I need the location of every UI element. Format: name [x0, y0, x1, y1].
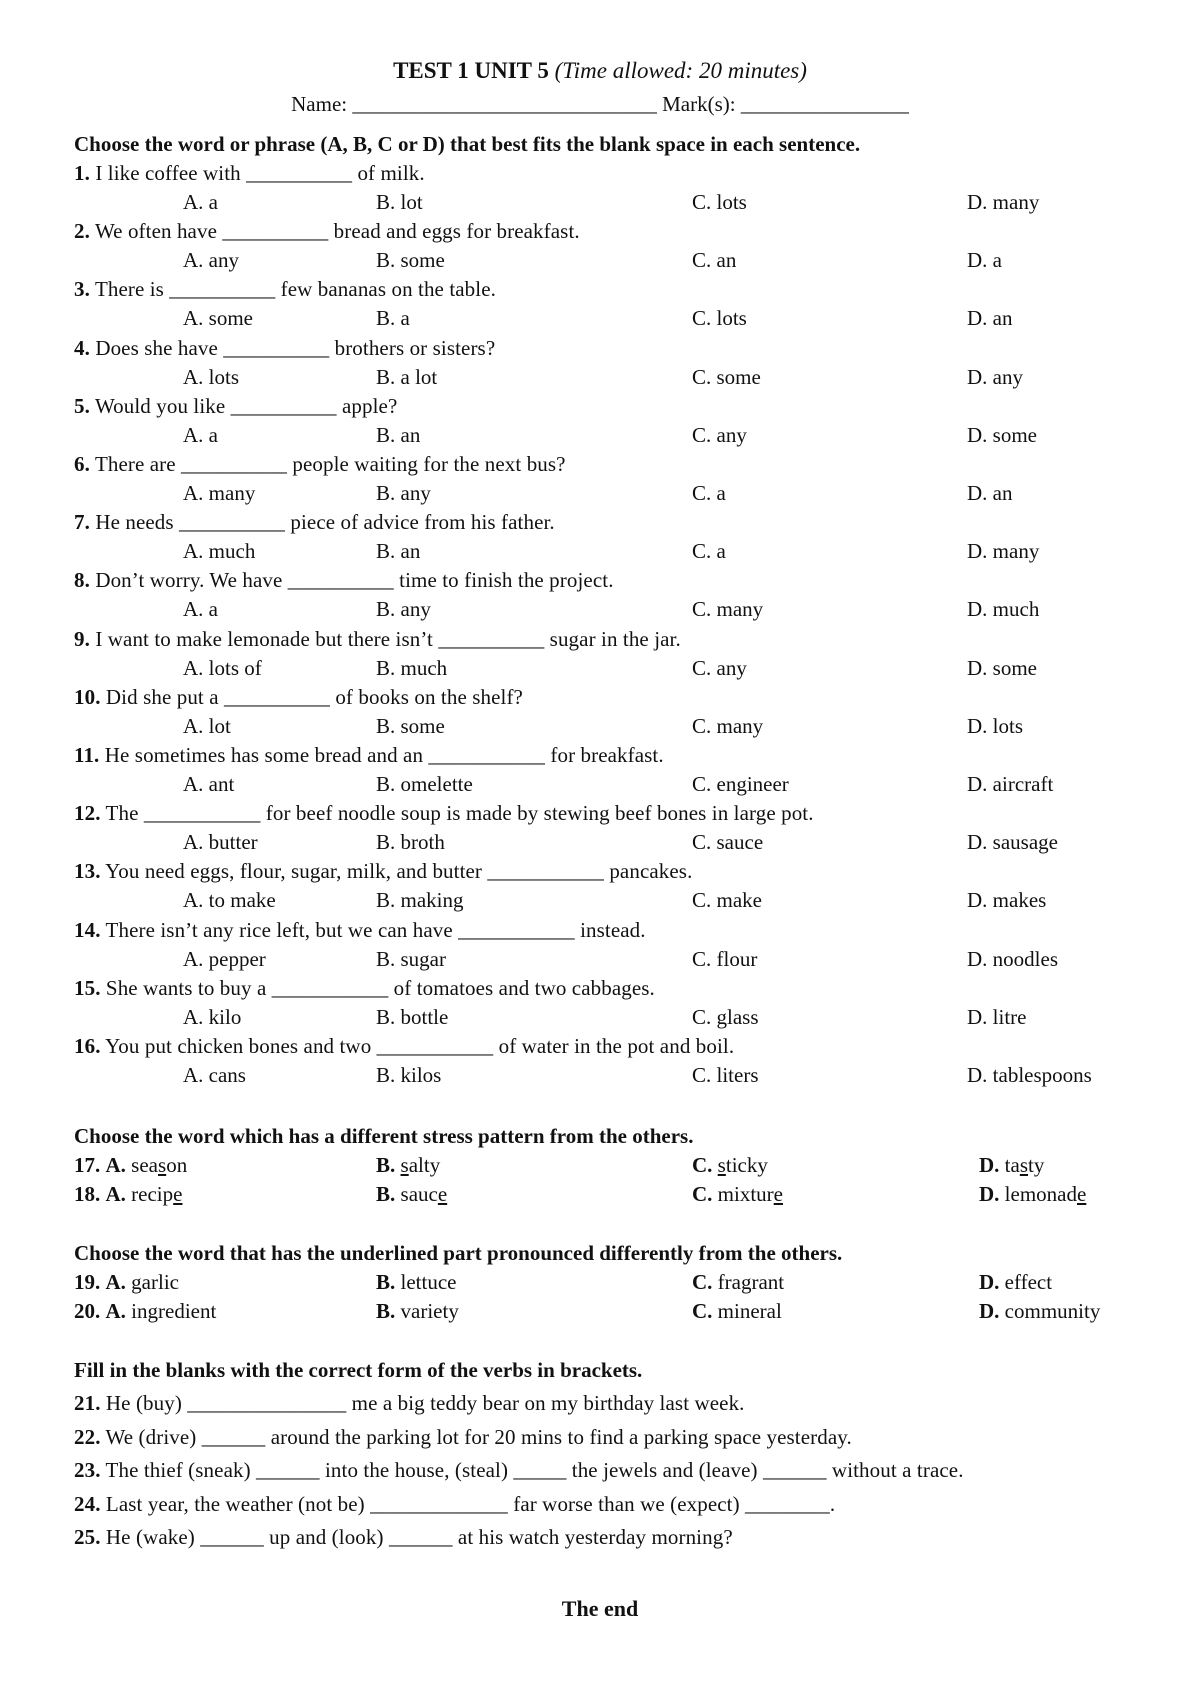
q19-b-text: lettuce — [400, 1270, 457, 1294]
question-text: The ___________ for beef noodle soup is made by stewing beef bones in large pot. — [105, 801, 814, 825]
question-number: 6. — [74, 452, 90, 476]
option-a: A. butter — [183, 830, 258, 854]
q20-b-label: B. — [376, 1299, 396, 1323]
q17-b-label: B. — [376, 1153, 396, 1177]
option-b: B. broth — [376, 830, 445, 854]
question-number: 4. — [74, 336, 90, 360]
q18-a-underlined: e — [173, 1182, 183, 1206]
question-stem — [74, 219, 580, 244]
fill-blank-question — [74, 1391, 745, 1416]
q18-d-underlined: e — [1076, 1182, 1087, 1206]
option-a: A. ant — [183, 772, 235, 796]
option-c: C. lots — [692, 190, 747, 214]
option-b: B. an — [376, 539, 421, 563]
name-mark-line — [0, 92, 1200, 117]
option-b: B. bottle — [376, 1005, 449, 1029]
question-stem — [74, 568, 614, 593]
q17-option-c — [692, 1153, 768, 1178]
option-a: A. to make — [183, 888, 276, 912]
option-c: C. an — [692, 248, 737, 272]
mark-label: Mark(s): — [662, 92, 736, 116]
option-c: C. any — [692, 423, 747, 447]
question-number: 22. — [74, 1425, 101, 1449]
question-stem — [74, 627, 681, 652]
question-text: I want to make lemonade but there isn’t __________ sugar in the jar. — [95, 627, 681, 651]
option-a: A. lots of — [183, 656, 262, 680]
q19-d-label: D. — [979, 1270, 1000, 1294]
option-c: C. any — [692, 656, 747, 680]
q19-option-a — [74, 1270, 179, 1295]
option-d: D. many — [967, 190, 1040, 214]
question-text: Last year, the weather (not be) _____________ far worse than we (expect) ________. — [105, 1492, 836, 1516]
question-stem — [74, 510, 555, 535]
q19-c-label: C. — [692, 1270, 713, 1294]
q20-option-d — [979, 1299, 1100, 1324]
option-d: D. aircraft — [967, 772, 1054, 796]
q17-option-b — [376, 1153, 440, 1178]
q18-b-label: B. — [376, 1182, 396, 1206]
question-text: Would you like __________ apple? — [94, 394, 398, 418]
option-a: A. a — [183, 190, 218, 214]
question-number: 25. — [74, 1525, 101, 1549]
name-blank: _____________________________ — [352, 92, 657, 116]
question-number: 10. — [74, 685, 101, 709]
question-stem — [74, 801, 814, 826]
q19-a-text: garlic — [131, 1270, 179, 1294]
option-d: D. lots — [967, 714, 1024, 738]
q17-option-a — [74, 1153, 187, 1178]
option-c: C. many — [692, 597, 764, 621]
q18-d-text: lemonad — [1004, 1182, 1077, 1206]
option-a: A. pepper — [183, 947, 266, 971]
q19-option-d — [979, 1270, 1052, 1295]
question-text: He sometimes has some bread and an ___________ for breakfast. — [104, 743, 664, 767]
question-text: The thief (sneak) ______ into the house, (steal) _____ the jewels and (leave) ______ without a trace. — [105, 1458, 964, 1482]
question-stem — [74, 452, 566, 477]
q19-c-text: fragrant — [717, 1270, 785, 1294]
q20-option-c — [692, 1299, 782, 1324]
option-b: B. kilos — [376, 1063, 442, 1087]
option-a: A. lot — [183, 714, 231, 738]
option-c: C. a — [692, 539, 726, 563]
option-b: B. any — [376, 597, 431, 621]
option-d: D. much — [967, 597, 1040, 621]
q17-option-d — [979, 1153, 1044, 1178]
option-d: D. many — [967, 539, 1040, 563]
question-text: He (buy) _______________ me a big teddy bear on my birthday last week. — [105, 1391, 745, 1415]
q18-a-label: A. — [105, 1182, 126, 1206]
q17-d-label: D. — [979, 1153, 1000, 1177]
question-stem — [74, 336, 495, 361]
q18-a-text: recip — [131, 1182, 174, 1206]
question-text: You put chicken bones and two ___________ of water in the pot and boil. — [105, 1034, 735, 1058]
option-c: C. some — [692, 365, 761, 389]
option-a: A. lots — [183, 365, 240, 389]
option-b: B. a lot — [376, 365, 438, 389]
question-number: 11. — [74, 743, 100, 767]
question-text: You need eggs, flour, sugar, milk, and butter ___________ pancakes. — [105, 859, 693, 883]
q17-a-rest: on — [166, 1153, 188, 1177]
question-number: 21. — [74, 1391, 101, 1415]
q17-number: 17. — [74, 1153, 101, 1177]
q20-option-a — [74, 1299, 216, 1324]
question-number: 16. — [74, 1034, 101, 1058]
q18-option-a — [74, 1182, 182, 1207]
name-label: Name: — [291, 92, 348, 116]
question-number: 12. — [74, 801, 101, 825]
time-allowed: (Time allowed: 20 minutes) — [554, 58, 807, 83]
q19-option-b — [376, 1270, 456, 1295]
option-b: B. making — [376, 888, 464, 912]
question-text: Don’t worry. We have __________ time to finish the project. — [95, 568, 614, 592]
q18-c-underlined: e — [773, 1182, 783, 1206]
option-d: D. an — [967, 481, 1013, 505]
question-number: 9. — [74, 627, 90, 651]
q20-a-label: A. — [105, 1299, 126, 1323]
q17-c-underlined: s — [717, 1153, 726, 1177]
question-stem — [74, 859, 692, 884]
question-stem — [74, 394, 397, 419]
question-stem — [74, 976, 655, 1001]
question-text: He needs __________ piece of advice from his father. — [95, 510, 555, 534]
option-d: D. sausage — [967, 830, 1058, 854]
question-text: I like coffee with __________ of milk. — [95, 161, 425, 185]
question-number: 7. — [74, 510, 90, 534]
q17-a-underlined: s — [158, 1153, 167, 1177]
q17-a-text: sea — [131, 1153, 158, 1177]
q20-d-label: D. — [979, 1299, 1000, 1323]
option-b: B. some — [376, 714, 445, 738]
fill-blank-question — [74, 1425, 852, 1450]
option-c: C. glass — [692, 1005, 759, 1029]
question-stem — [74, 161, 425, 186]
question-text: Does she have __________ brothers or sisters? — [95, 336, 496, 360]
q18-d-label: D. — [979, 1182, 1000, 1206]
question-number: 1. — [74, 161, 90, 185]
q19-b-label: B. — [376, 1270, 396, 1294]
q17-c-label: C. — [692, 1153, 713, 1177]
q20-c-label: C. — [692, 1299, 713, 1323]
option-b: B. some — [376, 248, 445, 272]
option-a: A. some — [183, 306, 253, 330]
question-text: There is __________ few bananas on the table. — [94, 277, 496, 301]
option-d: D. any — [967, 365, 1023, 389]
q19-d-text: effect — [1004, 1270, 1053, 1294]
option-d: D. noodles — [967, 947, 1058, 971]
option-b: B. lot — [376, 190, 423, 214]
question-text: He (wake) ______ up and (look) ______ at his watch yesterday morning? — [105, 1525, 733, 1549]
question-number: 13. — [74, 859, 101, 883]
section4-instruction: Fill in the blanks with the correct form of the verbs in brackets. — [74, 1358, 643, 1382]
question-stem — [74, 1034, 734, 1059]
option-a: A. much — [183, 539, 256, 563]
q18-b-text: sauc — [400, 1182, 438, 1206]
question-text: There are __________ people waiting for the next bus? — [94, 452, 566, 476]
option-c: C. make — [692, 888, 762, 912]
q18-c-label: C. — [692, 1182, 713, 1206]
q17-b-underlined: s — [400, 1153, 409, 1177]
question-number: 23. — [74, 1458, 101, 1482]
option-c: C. a — [692, 481, 726, 505]
question-number: 3. — [74, 277, 90, 301]
option-c: C. engineer — [692, 772, 789, 796]
q20-option-b — [376, 1299, 459, 1324]
q19-a-label: A. — [105, 1270, 126, 1294]
q17-b-rest: alty — [408, 1153, 441, 1177]
option-b: B. any — [376, 481, 431, 505]
q17-d-text: ta — [1004, 1153, 1020, 1177]
option-b: B. an — [376, 423, 421, 447]
option-b: B. much — [376, 656, 448, 680]
question-text: We often have __________ bread and eggs for breakfast. — [94, 219, 580, 243]
option-c: C. sauce — [692, 830, 764, 854]
option-c: C. flour — [692, 947, 758, 971]
mark-blank: ________________ — [740, 92, 909, 116]
question-text: She wants to buy a ___________ of tomatoes and two cabbages. — [105, 976, 655, 1000]
q20-c-text: mineral — [717, 1299, 782, 1323]
option-d: D. an — [967, 306, 1013, 330]
option-a: A. kilo — [183, 1005, 242, 1029]
q19-option-c — [692, 1270, 784, 1295]
option-a: A. cans — [183, 1063, 246, 1087]
option-a: A. many — [183, 481, 256, 505]
q20-number: 20. — [74, 1299, 101, 1323]
fill-blank-question — [74, 1492, 835, 1517]
test-title: TEST 1 UNIT 5 — [393, 58, 549, 83]
option-a: A. a — [183, 423, 218, 447]
end-label: The end — [561, 1596, 639, 1621]
q17-c-rest: ticky — [725, 1153, 768, 1177]
option-c: C. many — [692, 714, 764, 738]
section1-instruction: Choose the word or phrase (A, B, C or D) that best fits the blank space in each sentence. — [74, 132, 861, 156]
section3-instruction: Choose the word that has the underlined part pronounced differently from the others. — [74, 1241, 843, 1265]
fill-blank-question — [74, 1458, 964, 1483]
q18-option-c — [692, 1182, 783, 1207]
question-number: 5. — [74, 394, 90, 418]
option-d: D. tablespoons — [967, 1063, 1092, 1087]
question-stem — [74, 277, 496, 302]
question-number: 2. — [74, 219, 90, 243]
option-d: D. makes — [967, 888, 1047, 912]
q20-b-text: variety — [400, 1299, 459, 1323]
option-a: A. a — [183, 597, 218, 621]
q18-option-b — [376, 1182, 447, 1207]
question-stem — [74, 918, 646, 943]
q18-number: 18. — [74, 1182, 101, 1206]
option-a: A. any — [183, 248, 239, 272]
page-title — [0, 58, 1200, 84]
q19-number: 19. — [74, 1270, 101, 1294]
question-number: 15. — [74, 976, 101, 1000]
question-number: 8. — [74, 568, 90, 592]
q18-b-underlined: e — [437, 1182, 448, 1206]
option-d: D. some — [967, 656, 1037, 680]
q20-d-text: community — [1004, 1299, 1101, 1323]
question-text: Did she put a __________ of books on the shelf? — [105, 685, 523, 709]
option-d: D. some — [967, 423, 1037, 447]
question-number: 14. — [74, 918, 101, 942]
question-text: We (drive) ______ around the parking lot for 20 mins to find a parking space yesterday. — [105, 1425, 852, 1449]
q18-c-text: mixtur — [717, 1182, 774, 1206]
q18-option-d — [979, 1182, 1086, 1207]
question-stem — [74, 685, 523, 710]
question-text: There isn’t any rice left, but we can have ___________ instead. — [105, 918, 646, 942]
option-b: B. a — [376, 306, 410, 330]
q17-d-rest: ty — [1028, 1153, 1045, 1177]
section2-instruction: Choose the word which has a different stress pattern from the others. — [74, 1124, 694, 1148]
option-c: C. liters — [692, 1063, 759, 1087]
question-stem — [74, 743, 664, 768]
option-b: B. omelette — [376, 772, 473, 796]
option-d: D. a — [967, 248, 1002, 272]
q20-a-text: ingredient — [131, 1299, 217, 1323]
q17-a-label: A. — [105, 1153, 126, 1177]
option-d: D. litre — [967, 1005, 1027, 1029]
option-b: B. sugar — [376, 947, 446, 971]
fill-blank-question — [74, 1525, 733, 1550]
question-number: 24. — [74, 1492, 101, 1516]
option-c: C. lots — [692, 306, 747, 330]
q17-d-underlined: s — [1019, 1153, 1029, 1177]
